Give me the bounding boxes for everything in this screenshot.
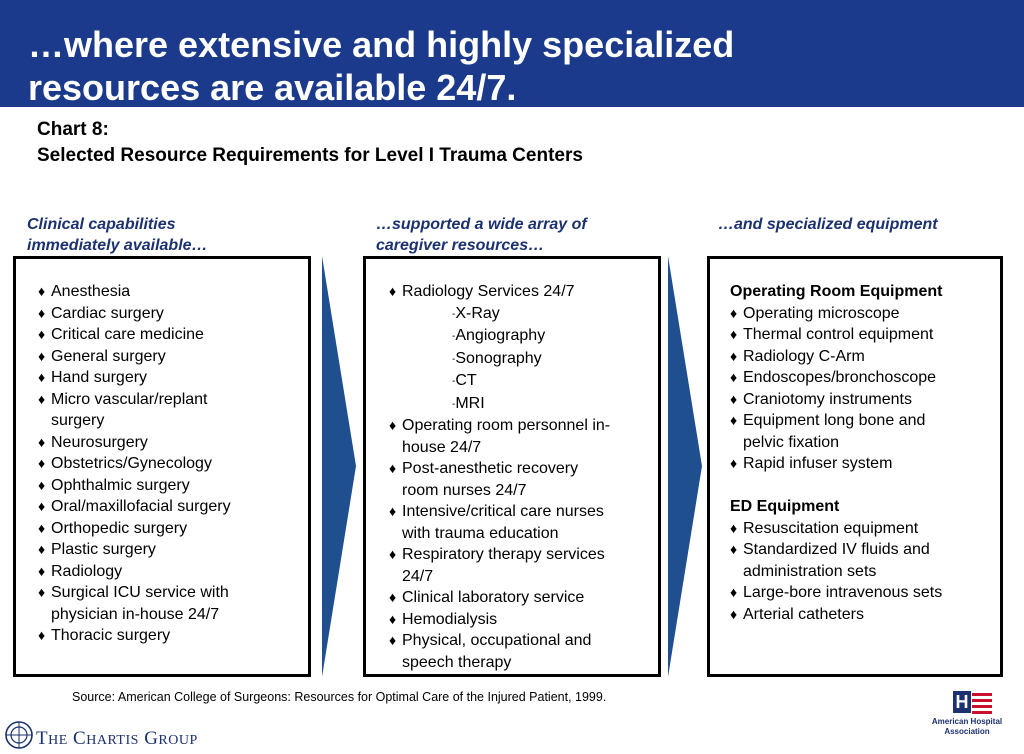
sub-item: -Angiography [452,327,546,344]
list-item-continued: physician in-house 24/7 [51,605,220,623]
list-item-continued: surgery [51,412,105,429]
chart-subtitle: Selected Resource Requirements for Level I Trauma Centers [37,145,583,166]
list-item: ♦ Cardiac surgery [38,304,164,322]
list-item: ♦ Orthopedic surgery [38,519,188,537]
or-equipment-heading: Operating Room Equipment [730,283,943,300]
clinical-heading-line-1: Clinical capabilities [27,216,176,233]
list-item-continued: administration sets [743,562,877,580]
title-line-1: …where extensive and highly specialized [28,24,735,65]
list-item: ♦ Hemodialysis [389,610,498,628]
chevron-right-icon [322,256,358,677]
list-item: ♦ Anesthesia [38,283,131,300]
aha-line-2: Association [944,727,990,736]
list-item: ♦ Equipment long bone and [730,412,926,429]
list-item: ♦ Oral/maxillofacial surgery [38,498,231,515]
list-item-continued: speech therapy [402,653,512,671]
caregiver-box [363,256,661,677]
list-item: ♦ Neurosurgery [38,433,148,451]
list-item: ♦ Radiology Services 24/7 [389,283,575,300]
caregiver-heading [376,214,587,256]
aha-logo-icon: H [953,691,993,715]
list-item: ♦ Large-bore intravenous sets [730,584,943,601]
list-item: ♦ Physical, occupational and [389,632,592,649]
list-item: ♦ Hand surgery [38,369,148,386]
list-item: ♦ Endoscopes/bronchoscope [730,369,937,386]
list-item: ♦ Micro vascular/replant [38,390,208,408]
clinical-heading [27,214,208,256]
aha-line-1: American Hospital [931,717,1003,726]
list-item-continued: house 24/7 [402,438,482,456]
list-item: ♦ Operating microscope [730,304,900,322]
sub-item: -MRI [452,394,485,412]
equipment-box [707,256,1003,677]
list-item: ♦ Critical care medicine [38,326,204,343]
chevron-right-icon [668,256,704,677]
sub-item: -Sonography [452,349,542,367]
aha-wordmark [910,717,1024,737]
source-note: Source: American College of Surgeons: Resources for Optimal Care of the Injured Patient, 1999. [72,690,607,704]
list-item: ♦ Respiratory therapy services [389,546,605,563]
list-item: ♦ Arterial catheters [730,605,864,623]
list-item: ♦ Resuscitation equipment [730,519,919,537]
list-item: ♦ Plastic surgery [38,541,156,558]
equipment-heading-text: …and specialized equipment [718,216,938,233]
list-item-continued: pelvic fixation [743,433,840,451]
list-item: ♦ Rapid infuser system [730,455,893,472]
spacer [730,475,1000,497]
list-item: ♦ Craniotomy instruments [730,390,912,408]
list-item: ♦ Standardized IV fluids and [730,541,930,558]
list-item: ♦ Surgical ICU service with [38,584,229,601]
list-item: ♦ Radiology C-Arm [730,347,865,365]
list-item: ♦ Thoracic surgery [38,627,171,644]
page-title [28,23,1008,109]
sub-item: -X-Ray [452,304,500,322]
equipment-heading [718,214,938,235]
chart-label: Chart 8: [37,119,109,140]
list-item: ♦ Obstetrics/Gynecology [38,455,212,472]
list-item: ♦ Radiology [38,562,123,580]
list-item-continued: 24/7 [402,567,434,585]
list-item: ♦ Thermal control equipment [730,326,934,343]
clinical-box [13,256,311,677]
chart-title [37,117,583,169]
list-item: ♦ Post-anesthetic recovery [389,460,579,477]
list-item: ♦ Ophthalmic surgery [38,476,190,494]
chartis-logo-icon [4,719,34,751]
equipment-list [730,281,1000,625]
list-item-continued: with trauma education [402,524,559,542]
clinical-list [38,281,308,647]
caregiver-list [389,281,658,673]
caregiver-heading-line-1: …supported a wide array of [376,216,587,233]
list-item: ♦ General surgery [38,347,166,365]
title-line-2: resources are available 24/7. [28,67,517,108]
chartis-wordmark: THE CHARTIS GROUP [36,728,198,749]
sub-item: -CT [452,372,477,389]
list-item-continued: room nurses 24/7 [402,481,527,499]
clinical-heading-line-2: immediately available… [27,237,208,254]
title-banner [0,0,1024,107]
ed-equipment-heading: ED Equipment [730,498,840,515]
list-item: ♦ Operating room personnel in- [389,417,611,434]
list-item: ♦ Intensive/critical care nurses [389,503,604,520]
caregiver-heading-line-2: caregiver resources… [376,237,545,254]
list-item: ♦ Clinical laboratory service [389,589,585,606]
